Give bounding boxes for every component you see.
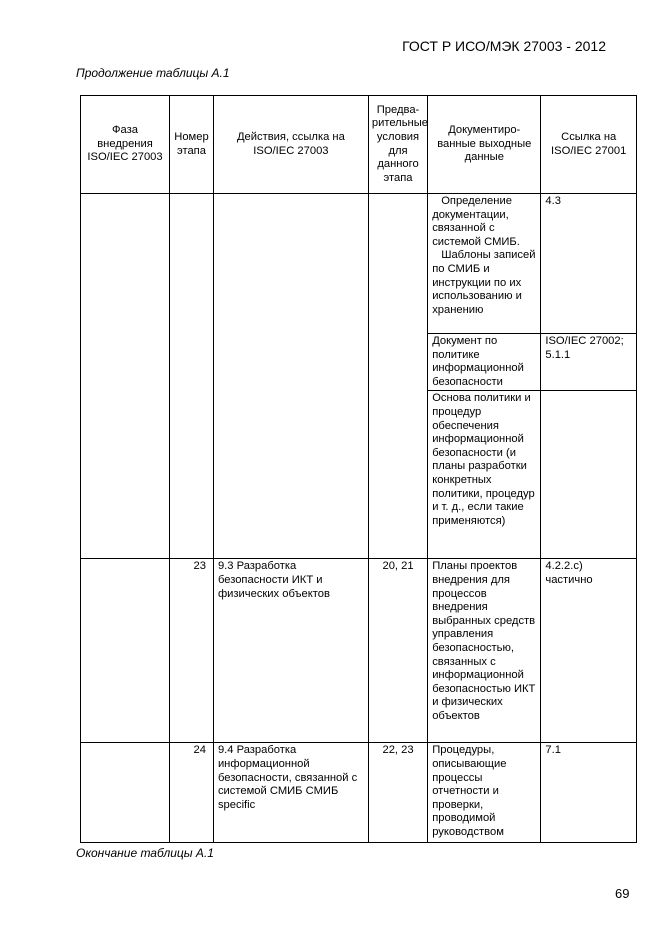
header-preconditions: Предва-рительные условия для данного этапа	[368, 96, 427, 194]
reference-cell: 4.3	[541, 194, 637, 334]
output-cell: Процедуры, описывающие процессы отчетности и проверки, проводимой руководством	[428, 743, 541, 843]
reference-cell: 7.1	[541, 743, 637, 843]
step-number-cell: 24	[170, 743, 214, 843]
step-number-cell: 23	[170, 559, 214, 743]
page-number: 69	[615, 886, 630, 901]
reference-cell	[541, 391, 637, 559]
header-reference: Ссылка на ISO/IEC 27001	[541, 96, 637, 194]
table-row	[81, 743, 637, 843]
output-cell: Документ по политике информационной безопасности	[428, 334, 541, 391]
step-number-cell	[170, 194, 214, 559]
phases-table	[80, 95, 637, 843]
table-header-row	[81, 96, 637, 194]
precondition-cell: 20, 21	[368, 559, 427, 743]
output-cell: Основа политики и процедур обеспечения информационной безопасности (и планы разработки конкретных политики, процедур и т. д., если такие применяются)	[428, 391, 541, 559]
reference-cell: ISO/IEC 27002; 5.1.1	[541, 334, 637, 391]
header-outputs: Документиро-ванные выходные данные	[428, 96, 541, 194]
action-cell	[213, 194, 368, 559]
header-step-number: Номер этапа	[170, 96, 214, 194]
reference-cell: 4.2.2.c) частично	[541, 559, 637, 743]
phase-cell	[81, 559, 170, 743]
phase-cell	[81, 194, 170, 559]
header-actions: Действия, ссылка на ISO/IEC 27003	[213, 96, 368, 194]
output-text: Шаблоны записей по СМИБ и инструкции по их использованию и хранению	[432, 249, 536, 316]
action-cell: 9.3 Разработка безопасности ИКТ и физических объектов	[213, 559, 368, 743]
table-end-caption: Окончание таблицы А.1	[76, 846, 214, 860]
action-cell: 9.4 Разработка информационной безопасности, связанной с системой СМИБ СМИБ specific	[213, 743, 368, 843]
output-cell	[428, 194, 541, 334]
precondition-cell	[368, 194, 427, 559]
output-text: Определение документации, связанной с системой СМИБ.	[432, 195, 520, 248]
table-row	[81, 194, 637, 334]
precondition-cell: 22, 23	[368, 743, 427, 843]
table-row	[81, 559, 637, 743]
phase-cell	[81, 743, 170, 843]
header-phase: Фаза внедрения ISO/IEC 27003	[81, 96, 170, 194]
output-cell: Планы проектов внедрения для процессов внедрения выбранных средств управления безопасностью, связанных с информационной безопасностью ИКТ и физических объектов	[428, 559, 541, 743]
standard-header: ГОСТ Р ИСО/МЭК 27003 - 2012	[402, 38, 606, 54]
table-continuation-caption: Продолжение таблицы А.1	[76, 66, 230, 80]
